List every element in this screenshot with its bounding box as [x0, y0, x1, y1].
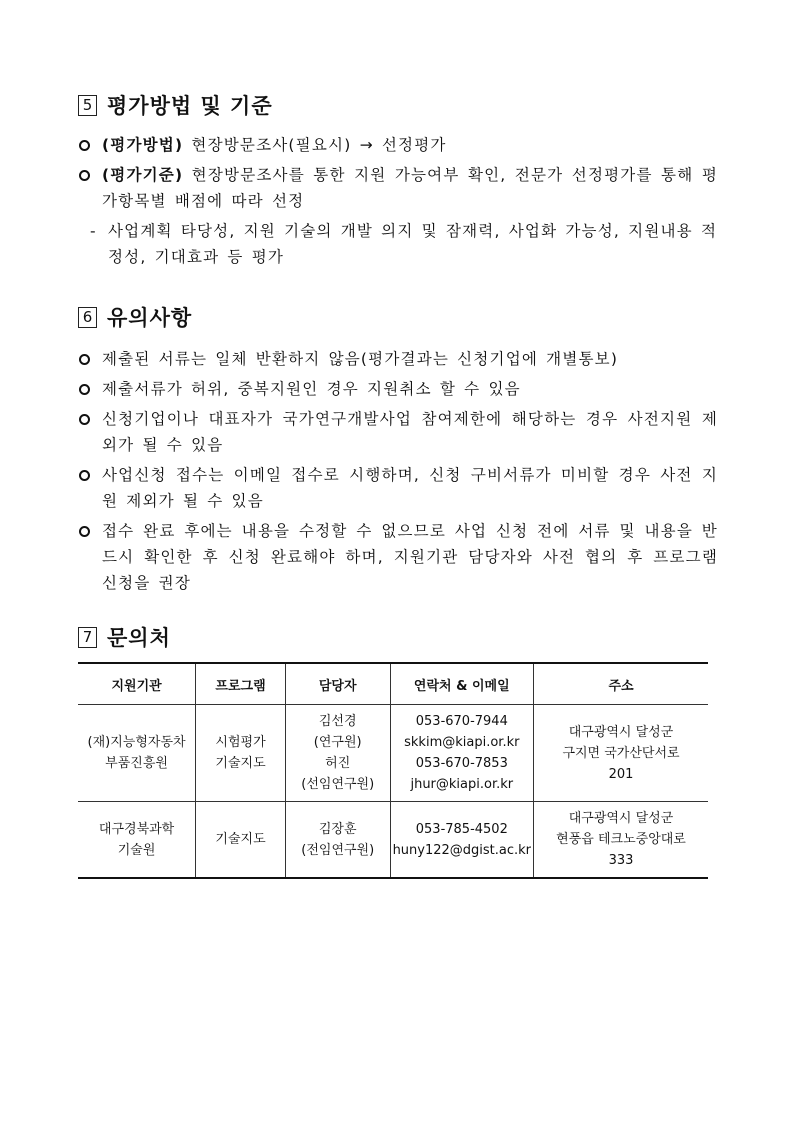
email-address: skkim@kiapi.or.kr: [404, 735, 520, 750]
bullet-label: (평가방법): [102, 136, 184, 154]
sub-item-text: 사업계획 타당성, 지원 기술의 개발 의지 및 잠재력, 사업화 가능성, 지원내용 적정성, 기대효과 등 평가: [108, 222, 718, 266]
section-title: 문의처: [107, 626, 171, 650]
section-contacts: [78, 622, 718, 652]
table-header-row: [78, 663, 708, 705]
bullet-text: 제출서류가 허위, 중복지원인 경우 지원취소 할 수 있음: [102, 380, 521, 398]
email-address: huny122@dgist.ac.kr: [392, 842, 532, 858]
cell-line: (전임연구원): [301, 842, 375, 858]
section-evaluation: [78, 90, 718, 270]
list-item: [78, 518, 718, 596]
bullet-label: (평가기준): [102, 166, 184, 184]
section-title: 평가방법 및 기준: [107, 94, 273, 118]
cell-line: (선임연구원): [301, 777, 375, 792]
cell-org: [78, 705, 196, 802]
cell-line: 대구광역시 달성군: [568, 724, 674, 740]
cell-line: (재)지능형자동차: [87, 735, 186, 750]
section-heading: [78, 302, 718, 332]
phone-number: 053-785-4502: [415, 821, 508, 837]
list-item: [78, 376, 718, 402]
cell-address: [534, 802, 708, 879]
email-address: jhur@kiapi.or.kr: [410, 777, 514, 792]
column-header-address: 주소: [534, 663, 708, 705]
list-item: [78, 462, 718, 514]
column-header-program: 프로그램: [196, 663, 286, 705]
section-number: 5: [78, 95, 97, 116]
circle-bullet-icon: [79, 526, 90, 537]
cell-line: 김장훈: [318, 821, 357, 837]
cell-line: 김선경: [318, 714, 357, 729]
bullet-text: 현장방문조사(필요시) → 선정평가: [183, 136, 447, 154]
dash-bullet: -: [90, 222, 97, 240]
cell-line: 기술원: [117, 842, 156, 858]
cell-program: [196, 802, 286, 879]
circle-bullet-icon: [79, 384, 90, 395]
contacts-table: [78, 662, 708, 879]
sub-item: [78, 218, 718, 270]
phone-number: 053-670-7853: [415, 756, 508, 771]
cell-line: 현풍읍 테크노중앙대로: [556, 832, 686, 847]
column-header-contact: 연락처 & 이메일: [390, 663, 533, 705]
section-number: 6: [78, 307, 97, 328]
cell-contact: [390, 802, 533, 879]
cell-program: [196, 705, 286, 802]
circle-bullet-icon: [79, 354, 90, 365]
section-heading: [78, 622, 718, 652]
cell-line: (연구원): [313, 735, 362, 750]
list-item: [78, 406, 718, 458]
cell-line: 기술지도: [215, 832, 266, 847]
list-item: [78, 346, 718, 372]
circle-bullet-icon: [79, 170, 90, 181]
cell-person: [285, 802, 390, 879]
circle-bullet-icon: [79, 140, 90, 151]
section-number: 7: [78, 627, 97, 648]
bullet-text: 현장방문조사를 통한 지원 가능여부 확인, 전문가 선정평가를 통해 평가항목별 배점에 따라 선정: [102, 166, 718, 210]
column-header-person: 담당자: [285, 663, 390, 705]
list-item: [78, 132, 718, 158]
cell-person: [285, 705, 390, 802]
cell-line: 구지면 국가산단서로: [562, 745, 680, 761]
cell-line: 부품진흥원: [105, 756, 168, 771]
cell-org: [78, 802, 196, 879]
table-row: [78, 705, 708, 802]
section-title: 유의사항: [107, 306, 193, 330]
circle-bullet-icon: [79, 414, 90, 425]
section-heading: [78, 90, 718, 120]
column-header-org: 지원기관: [78, 663, 196, 705]
cell-line: 허진: [325, 756, 351, 771]
table-row: [78, 802, 708, 879]
section-notes: [78, 302, 718, 596]
cell-line: 대구광역시 달성군: [568, 811, 674, 826]
list-item: [78, 162, 718, 214]
cell-contact: [390, 705, 533, 802]
bullet-text: 제출된 서류는 일체 반환하지 않음(평가결과는 신청기업에 개별통보): [102, 350, 619, 368]
bullet-text: 사업신청 접수는 이메일 접수로 시행하며, 신청 구비서류가 미비할 경우 사전 지원 제외가 될 수 있음: [102, 466, 718, 510]
cell-address: [534, 705, 708, 802]
cell-line: 201: [608, 766, 634, 782]
bullet-text: 접수 완료 후에는 내용을 수정할 수 없으므로 사업 신청 전에 서류 및 내용을 반드시 확인한 후 신청 완료해야 하며, 지원기관 담당자와 사전 협의 후 프로그램 신청을 권장: [102, 522, 718, 592]
cell-line: 기술지도: [215, 756, 266, 771]
bullet-text: 신청기업이나 대표자가 국가연구개발사업 참여제한에 해당하는 경우 사전지원 제외가 될 수 있음: [102, 410, 718, 454]
cell-line: 시험평가: [215, 735, 266, 750]
cell-line: 대구경북과학: [98, 821, 175, 837]
cell-line: 333: [608, 853, 634, 868]
circle-bullet-icon: [79, 470, 90, 481]
phone-number: 053-670-7944: [415, 714, 508, 729]
